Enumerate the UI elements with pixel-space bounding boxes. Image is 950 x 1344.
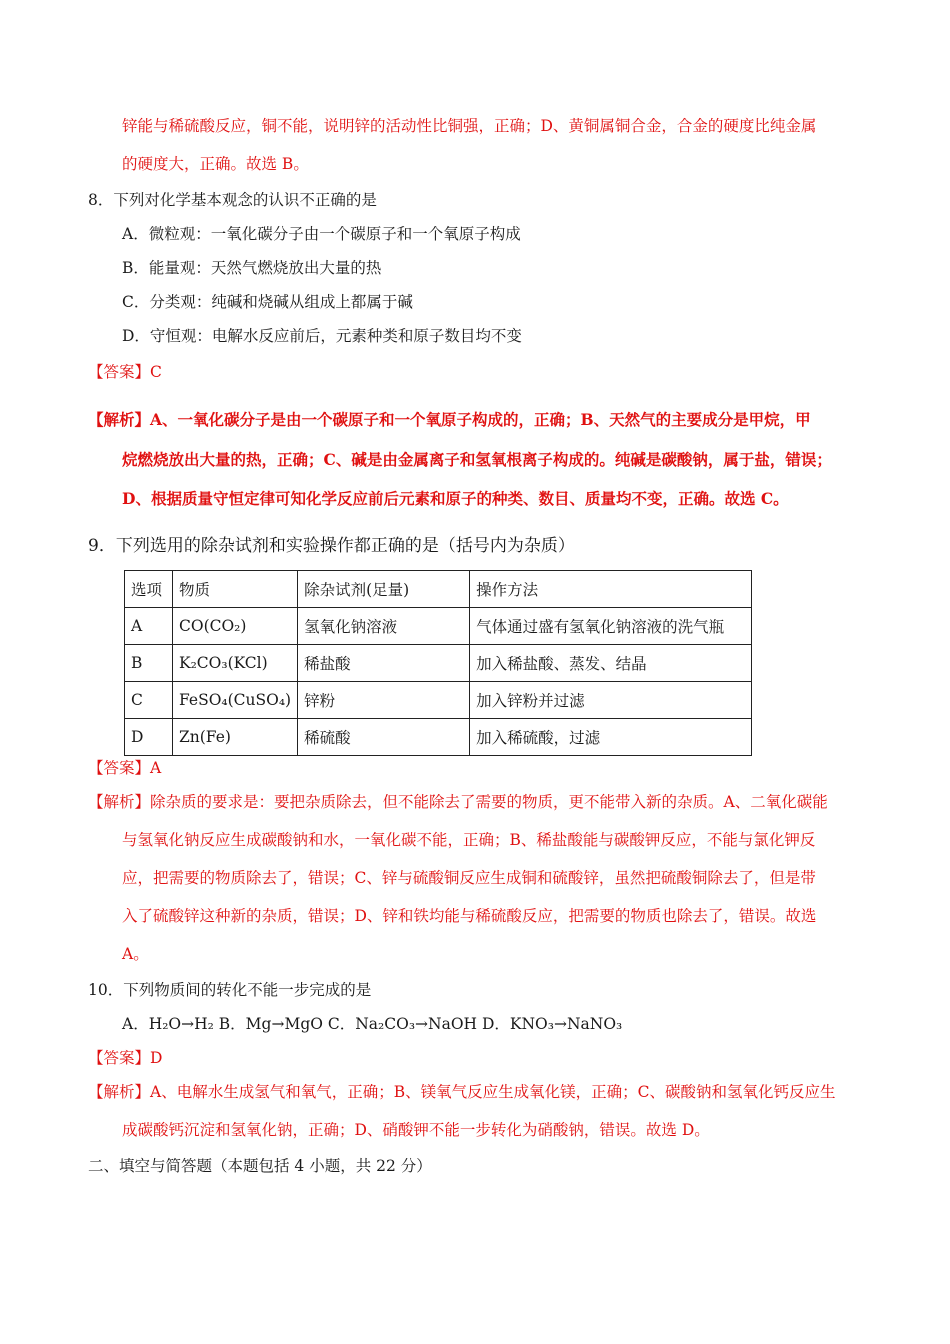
q9-analysis-line-5: A。: [122, 945, 149, 963]
q10-answer: 【答案】D: [88, 1049, 163, 1067]
table-cell: 气体通过盛有氢氧化钠溶液的洗气瓶: [470, 608, 752, 645]
table-cell: 稀硫酸: [298, 719, 470, 756]
table-cell: 加入稀盐酸、蒸发、结晶: [470, 645, 752, 682]
q10-options: A．H₂O→H₂ B．Mg→MgO C．Na₂CO₃→NaOH D．KNO₃→NaNO₃: [122, 1015, 623, 1033]
table-cell: Zn(Fe): [173, 719, 298, 756]
q8-option-a: A．微粒观：一氧化碳分子由一个碳原子和一个氧原子构成: [122, 225, 521, 243]
prev-analysis-line-1: 锌能与稀硫酸反应，铜不能，说明锌的活动性比铜强，正确；D、黄铜属铜合金，合金的硬度比纯金属: [122, 117, 817, 135]
q9-stem: 9．下列选用的除杂试剂和实验操作都正确的是（括号内为杂质）: [88, 536, 575, 556]
table-row: [125, 682, 752, 719]
table-cell: 加入锌粉并过滤: [470, 682, 752, 719]
q9-analysis-line-4: 入了硫酸锌这种新的杂质，错误；D、锌和铁均能与稀硫酸反应，把需要的物质也除去了，错误。故选: [122, 907, 817, 925]
table-cell: CO(CO₂): [173, 608, 298, 645]
q10-analysis-line-1: 【解析】A、电解水生成氢气和氧气，正确；B、镁氧气反应生成氧化镁，正确；C、碳酸钠和氢氧化钙反应生: [88, 1083, 836, 1101]
table-cell: 稀盐酸: [298, 645, 470, 682]
q9-answer: 【答案】A: [88, 759, 162, 777]
q9-table-header-row: [125, 571, 752, 608]
table-row: [125, 608, 752, 645]
q8-analysis-line-2: 烷燃烧放出大量的热，正确；C、碱是由金属离子和氢氧根离子构成的。纯碱是碳酸钠，属于盐，错误；: [122, 450, 832, 469]
q9-table: [124, 570, 752, 756]
table-header-cell: 物质: [173, 571, 298, 608]
q10-stem: 10．下列物质间的转化不能一步完成的是: [88, 981, 372, 999]
section-heading: 二、填空与简答题（本题包括 4 小题，共 22 分）: [88, 1157, 432, 1175]
q9-analysis-line-2: 与氢氧化钠反应生成碳酸钠和水，一氧化碳不能，正确；B、稀盐酸能与碳酸钾反应，不能与氯化钾反: [122, 831, 816, 849]
prev-analysis-line-2: 的硬度大，正确。故选 B。: [122, 155, 309, 173]
q9-analysis-line-3: 应，把需要的物质除去了，错误；C、锌与硫酸铜反应生成铜和硫酸锌，虽然把硫酸铜除去了，但是带: [122, 869, 816, 887]
q8-analysis-line-1: 【解析】A、一氧化碳分子是由一个碳原子和一个氧原子构成的，正确；B、天然气的主要成分是甲烷，甲: [88, 410, 811, 429]
table-row: [125, 719, 752, 756]
table-cell: 锌粉: [298, 682, 470, 719]
table-cell: K₂CO₃(KCl): [173, 645, 298, 682]
table-cell: FeSO₄(CuSO₄): [173, 682, 298, 719]
table-cell: D: [125, 719, 173, 756]
q9-analysis-line-1: 【解析】除杂质的要求是：要把杂质除去，但不能除去了需要的物质，更不能带入新的杂质。A、二氧化碳能: [88, 793, 828, 811]
q8-analysis-line-3: D、根据质量守恒定律可知化学反应前后元素和原子的种类、数目、质量均不变，正确。故选 C。: [122, 489, 789, 508]
table-cell: A: [125, 608, 173, 645]
q8-stem: 8．下列对化学基本观念的认识不正确的是: [88, 191, 377, 209]
table-row: [125, 645, 752, 682]
q8-answer: 【答案】C: [88, 363, 162, 381]
q10-analysis-line-2: 成碳酸钙沉淀和氢氧化钠，正确；D、硝酸钾不能一步转化为硝酸钠，错误。故选 D。: [122, 1121, 710, 1139]
q8-option-b: B．能量观：天然气燃烧放出大量的热: [122, 259, 382, 277]
table-cell: C: [125, 682, 173, 719]
q8-option-c: C．分类观：纯碱和烧碱从组成上都属于碱: [122, 293, 413, 311]
table-header-cell: 选项: [125, 571, 173, 608]
table-header-cell: 操作方法: [470, 571, 752, 608]
table-cell: B: [125, 645, 173, 682]
table-header-cell: 除杂试剂(足量): [298, 571, 470, 608]
q8-option-d: D．守恒观：电解水反应前后，元素种类和原子数目均不变: [122, 327, 522, 345]
table-cell: 氢氧化钠溶液: [298, 608, 470, 645]
table-cell: 加入稀硫酸，过滤: [470, 719, 752, 756]
